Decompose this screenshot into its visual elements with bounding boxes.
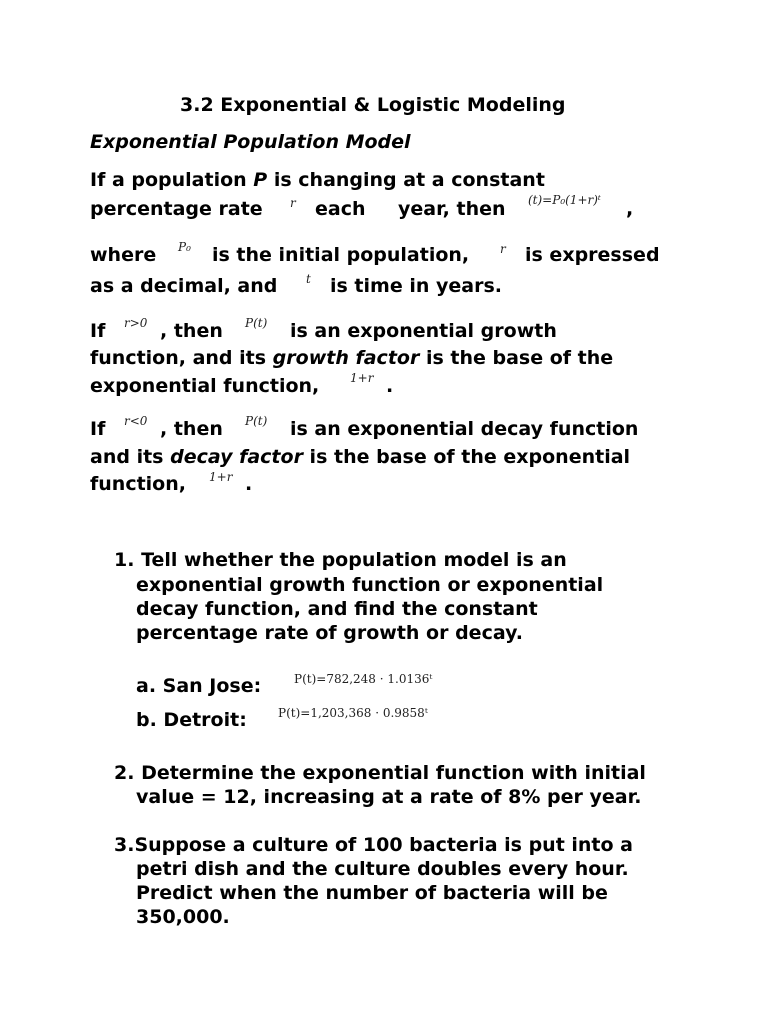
- p2-math-r: r: [500, 242, 506, 256]
- p4-expr: 1+r: [209, 470, 233, 484]
- p1-line2c: year, then: [398, 198, 506, 220]
- p1-formula: (t)=P₀(1+r)ᵗ: [528, 193, 601, 207]
- p2-line2a: as a decimal, and: [90, 275, 278, 297]
- p3-rest1: is an exponential growth: [290, 320, 557, 342]
- p4-line3: function,: [90, 473, 186, 495]
- p1-var-P: P: [253, 169, 268, 191]
- q1-line1: [114, 549, 567, 571]
- p1-comma: ,: [626, 198, 634, 220]
- p3-cond: r>0: [124, 316, 148, 330]
- p4-text-a: and its: [90, 446, 171, 468]
- q3-line2: petri dish and the culture doubles every hour.: [136, 858, 629, 880]
- p2-where: where: [90, 244, 157, 266]
- p4-if: If: [90, 418, 106, 440]
- section-subtitle: Exponential Population Model: [90, 131, 411, 153]
- p3-text-a: function, and its: [90, 347, 273, 369]
- q1b-label: b. Detroit:: [136, 709, 247, 731]
- p2-math-t: t: [306, 272, 311, 286]
- p4-term: decay factor: [170, 446, 303, 468]
- p4-cond: r<0: [124, 414, 148, 428]
- q1-line2: exponential growth function or exponential: [136, 574, 604, 596]
- p3-line2: [90, 347, 613, 369]
- p3-dot: .: [386, 375, 394, 397]
- p1-line2a: percentage rate: [90, 198, 263, 220]
- q2-line1: [114, 762, 646, 784]
- p4-dot: .: [245, 473, 253, 495]
- q3-line4: 350,000.: [136, 906, 230, 928]
- q1-line3: decay function, and find the constant: [136, 598, 538, 620]
- p4-text-b: is the base of the exponential: [302, 446, 631, 468]
- p1-line2b: each: [315, 198, 366, 220]
- p3-if: If: [90, 320, 106, 342]
- p1-text-b: is changing at a constant: [267, 169, 545, 191]
- p2-math-P0: P₀: [178, 240, 191, 254]
- q3-text-1: Suppose a culture of 100 bacteria is put into a: [134, 834, 633, 856]
- p1-line1: [90, 169, 545, 191]
- page-title: 3.2 Exponential & Logistic Modeling: [180, 94, 566, 116]
- q2-number: 2.: [114, 762, 135, 784]
- p3-term: growth factor: [272, 347, 420, 369]
- p4-pt: P(t): [245, 414, 268, 428]
- q3-number: 3.: [114, 834, 135, 856]
- p1-text-a: If a population: [90, 169, 254, 191]
- q1-line4: percentage rate of growth or decay.: [136, 622, 523, 644]
- p4-then: , then: [160, 418, 223, 440]
- p1-math-r: r: [290, 196, 296, 210]
- p4-line2: [90, 446, 630, 468]
- p3-text-b: is the base of the: [419, 347, 614, 369]
- p2-line2b: is time in years.: [330, 275, 502, 297]
- p2-line1b: is the initial population,: [212, 244, 470, 266]
- p2-line1c: is expressed: [525, 244, 660, 266]
- p3-line3: exponential function,: [90, 375, 320, 397]
- q1b-formula: P(t)=1,203,368 · 0.9858ᵗ: [278, 706, 428, 720]
- q3-line3: Predict when the number of bacteria will be: [136, 882, 608, 904]
- q1-text-1: Tell whether the population model is an: [134, 549, 567, 571]
- p4-rest1: is an exponential decay function: [290, 418, 639, 440]
- q1a-label: a. San Jose:: [136, 675, 262, 697]
- q2-line2: value = 12, increasing at a rate of 8% per year.: [136, 786, 642, 808]
- p3-expr: 1+r: [350, 371, 374, 385]
- q2-text-1: Determine the exponential function with initial: [134, 762, 646, 784]
- q1a-formula: P(t)=782,248 · 1.0136ᵗ: [294, 672, 433, 686]
- q3-line1: [114, 834, 633, 856]
- p3-then: , then: [160, 320, 223, 342]
- q1-number: 1.: [114, 549, 135, 571]
- p3-pt: P(t): [245, 316, 268, 330]
